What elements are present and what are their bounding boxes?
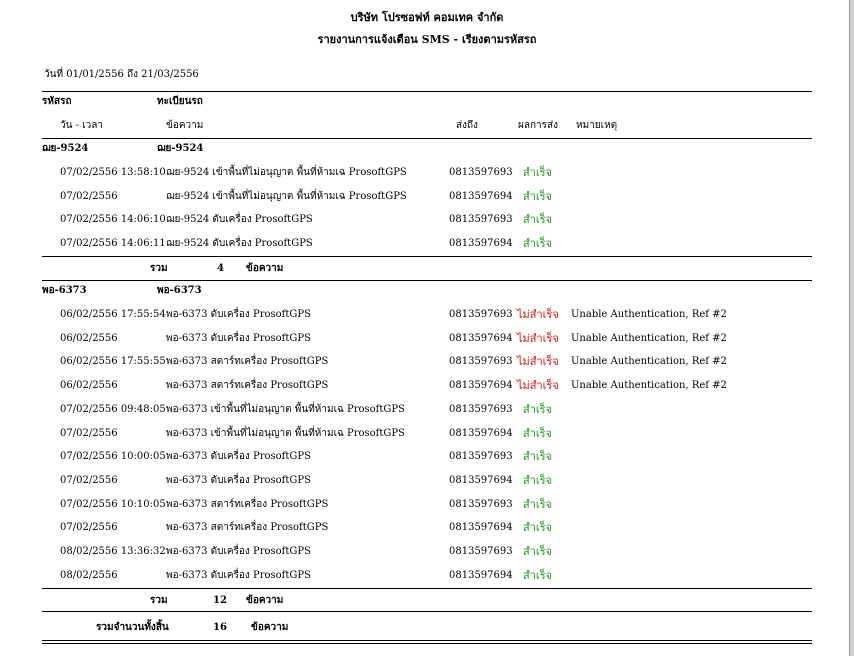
report-title: รายงานการแจ้งเตือน SMS - เรียงตามรหัสรถ	[317, 33, 537, 46]
group-total-bottom-rule	[42, 611, 812, 612]
row-message: ฌย-9524 เข้าพื้นที่ไม่อนุญาต พื้นที่ห้ามเฉ ProsoftGPS	[166, 167, 407, 178]
row-sent-to: 0813597693	[449, 309, 513, 320]
row-result: สำเร็จ	[523, 569, 553, 582]
row-result: สำเร็จ	[523, 545, 553, 558]
row-sent-to: 0813597693	[449, 546, 513, 557]
row-datetime: 07/02/2556 10:10:05	[60, 499, 166, 510]
row-message: พอ-6373 เข้าพื้นที่ไม่อนุญาต พื้นที่ห้ามเฉ ProsoftGPS	[166, 404, 405, 415]
company-name: บริษัท โปรซอฟท์ คอมเทค จำกัด	[350, 11, 504, 24]
row-datetime: 07/02/2556	[60, 191, 118, 202]
row-sent-to: 0813597694	[449, 333, 513, 344]
row-sent-to: 0813597694	[449, 522, 513, 533]
row-sent-to: 0813597693	[449, 499, 513, 510]
row-result: ไม่สำเร็จ	[517, 332, 559, 345]
row-message: พอ-6373 สตาร์ทเครื่อง ProsoftGPS	[166, 499, 329, 510]
row-datetime: 07/02/2556	[60, 522, 118, 533]
row-remark: Unable Authentication, Ref #2	[571, 333, 727, 344]
header-bottom-rule	[42, 138, 812, 139]
row-datetime: 08/02/2556	[60, 570, 118, 581]
header-plate: ทะเบียนรถ	[157, 96, 203, 107]
row-datetime: 06/02/2556	[60, 333, 118, 344]
header-top-rule	[42, 91, 812, 92]
grand-total-label: รวมจำนวนทั้งสิ้น	[96, 622, 169, 633]
row-result: สำเร็จ	[523, 450, 553, 463]
group-total-top-rule	[42, 588, 812, 589]
header-sent-to: ส่งถึง	[456, 120, 478, 131]
row-sent-to: 0813597694	[449, 570, 513, 581]
row-result: สำเร็จ	[523, 237, 553, 250]
row-datetime: 07/02/2556 09:48:05	[60, 404, 166, 415]
row-result: สำเร็จ	[523, 427, 553, 440]
row-message: ฌย-9524 ดับเครื่อง ProsoftGPS	[166, 238, 313, 249]
row-message: พอ-6373 สตาร์ทเครื่อง ProsoftGPS	[166, 522, 329, 533]
row-message: พอ-6373 ดับเครื่อง ProsoftGPS	[166, 546, 311, 557]
row-sent-to: 0813597694	[449, 475, 513, 486]
row-result: สำเร็จ	[523, 190, 553, 203]
row-result: สำเร็จ	[523, 213, 553, 226]
row-sent-to: 0813597693	[449, 356, 513, 367]
group-total-unit: ข้อความ	[246, 595, 284, 606]
row-sent-to: 0813597694	[449, 238, 513, 249]
row-result: สำเร็จ	[523, 498, 553, 511]
row-remark: Unable Authentication, Ref #2	[571, 356, 727, 367]
row-result: สำเร็จ	[523, 166, 553, 179]
group-plate: พอ-6373	[157, 285, 202, 296]
row-result: สำเร็จ	[523, 403, 553, 416]
row-sent-to: 0813597694	[449, 428, 513, 439]
row-datetime: 07/02/2556 10:00:05	[60, 451, 166, 462]
row-result: ไม่สำเร็จ	[517, 379, 559, 392]
row-datetime: 07/02/2556	[60, 475, 118, 486]
header-message: ข้อความ	[166, 120, 204, 131]
group-car-code: พอ-6373	[42, 285, 87, 296]
row-datetime: 06/02/2556 17:55:54	[60, 309, 166, 320]
grand-total-rule-2	[42, 643, 812, 644]
group-total-label: รวม	[150, 595, 168, 606]
row-message: พอ-6373 ดับเครื่อง ProsoftGPS	[166, 475, 311, 486]
row-sent-to: 0813597694	[449, 191, 513, 202]
group-car-code: ฌย-9524	[42, 143, 89, 154]
grand-total-unit: ข้อความ	[251, 622, 289, 633]
row-sent-to: 0813597693	[449, 404, 513, 415]
header-car-code: รหัสรถ	[42, 96, 72, 107]
group-total-count: 12	[213, 595, 227, 606]
row-result: ไม่สำเร็จ	[517, 308, 559, 321]
header-datetime: วัน - เวลา	[60, 120, 103, 131]
row-datetime: 07/02/2556 14:06:10	[60, 214, 166, 225]
date-range: วันที่ 01/01/2556 ถึง 21/03/2556	[44, 69, 199, 80]
row-message: พอ-6373 สตาร์ทเครื่อง ProsoftGPS	[166, 356, 329, 367]
row-datetime: 07/02/2556 13:58:10	[60, 167, 166, 178]
header-remark: หมายเหตุ	[576, 120, 618, 131]
group-total-bottom-rule	[42, 280, 812, 281]
row-message: พอ-6373 สตาร์ทเครื่อง ProsoftGPS	[166, 380, 329, 391]
grand-total-rule-1	[42, 640, 812, 641]
group-total-count: 4	[217, 263, 224, 274]
row-datetime: 07/02/2556 14:06:11	[60, 238, 166, 249]
group-total-unit: ข้อความ	[246, 263, 284, 274]
row-result: สำเร็จ	[523, 521, 553, 534]
row-message: พอ-6373 เข้าพื้นที่ไม่อนุญาต พื้นที่ห้ามเฉ ProsoftGPS	[166, 428, 405, 439]
page-edge-shadow	[850, 0, 854, 656]
row-result: ไม่สำเร็จ	[517, 355, 559, 368]
row-datetime: 08/02/2556 13:36:32	[60, 546, 166, 557]
row-message: พอ-6373 ดับเครื่อง ProsoftGPS	[166, 451, 311, 462]
row-sent-to: 0813597694	[449, 380, 513, 391]
row-sent-to: 0813597693	[449, 451, 513, 462]
row-sent-to: 0813597693	[449, 167, 513, 178]
grand-total-count: 16	[213, 622, 227, 633]
row-message: พอ-6373 ดับเครื่อง ProsoftGPS	[166, 570, 311, 581]
header-result: ผลการส่ง	[518, 120, 559, 131]
row-sent-to: 0813597693	[449, 214, 513, 225]
group-total-label: รวม	[150, 263, 168, 274]
row-message: พอ-6373 ดับเครื่อง ProsoftGPS	[166, 309, 311, 320]
group-total-top-rule	[42, 256, 812, 257]
row-message: ฌย-9524 ดับเครื่อง ProsoftGPS	[166, 214, 313, 225]
row-remark: Unable Authentication, Ref #2	[571, 309, 727, 320]
group-plate: ฌย-9524	[157, 143, 204, 154]
row-message: พอ-6373 ดับเครื่อง ProsoftGPS	[166, 333, 311, 344]
row-message: ฌย-9524 เข้าพื้นที่ไม่อนุญาต พื้นที่ห้ามเฉ ProsoftGPS	[166, 191, 407, 202]
row-result: สำเร็จ	[523, 474, 553, 487]
row-datetime: 06/02/2556 17:55:55	[60, 356, 166, 367]
row-datetime: 06/02/2556	[60, 380, 118, 391]
row-datetime: 07/02/2556	[60, 428, 118, 439]
row-remark: Unable Authentication, Ref #2	[571, 380, 727, 391]
